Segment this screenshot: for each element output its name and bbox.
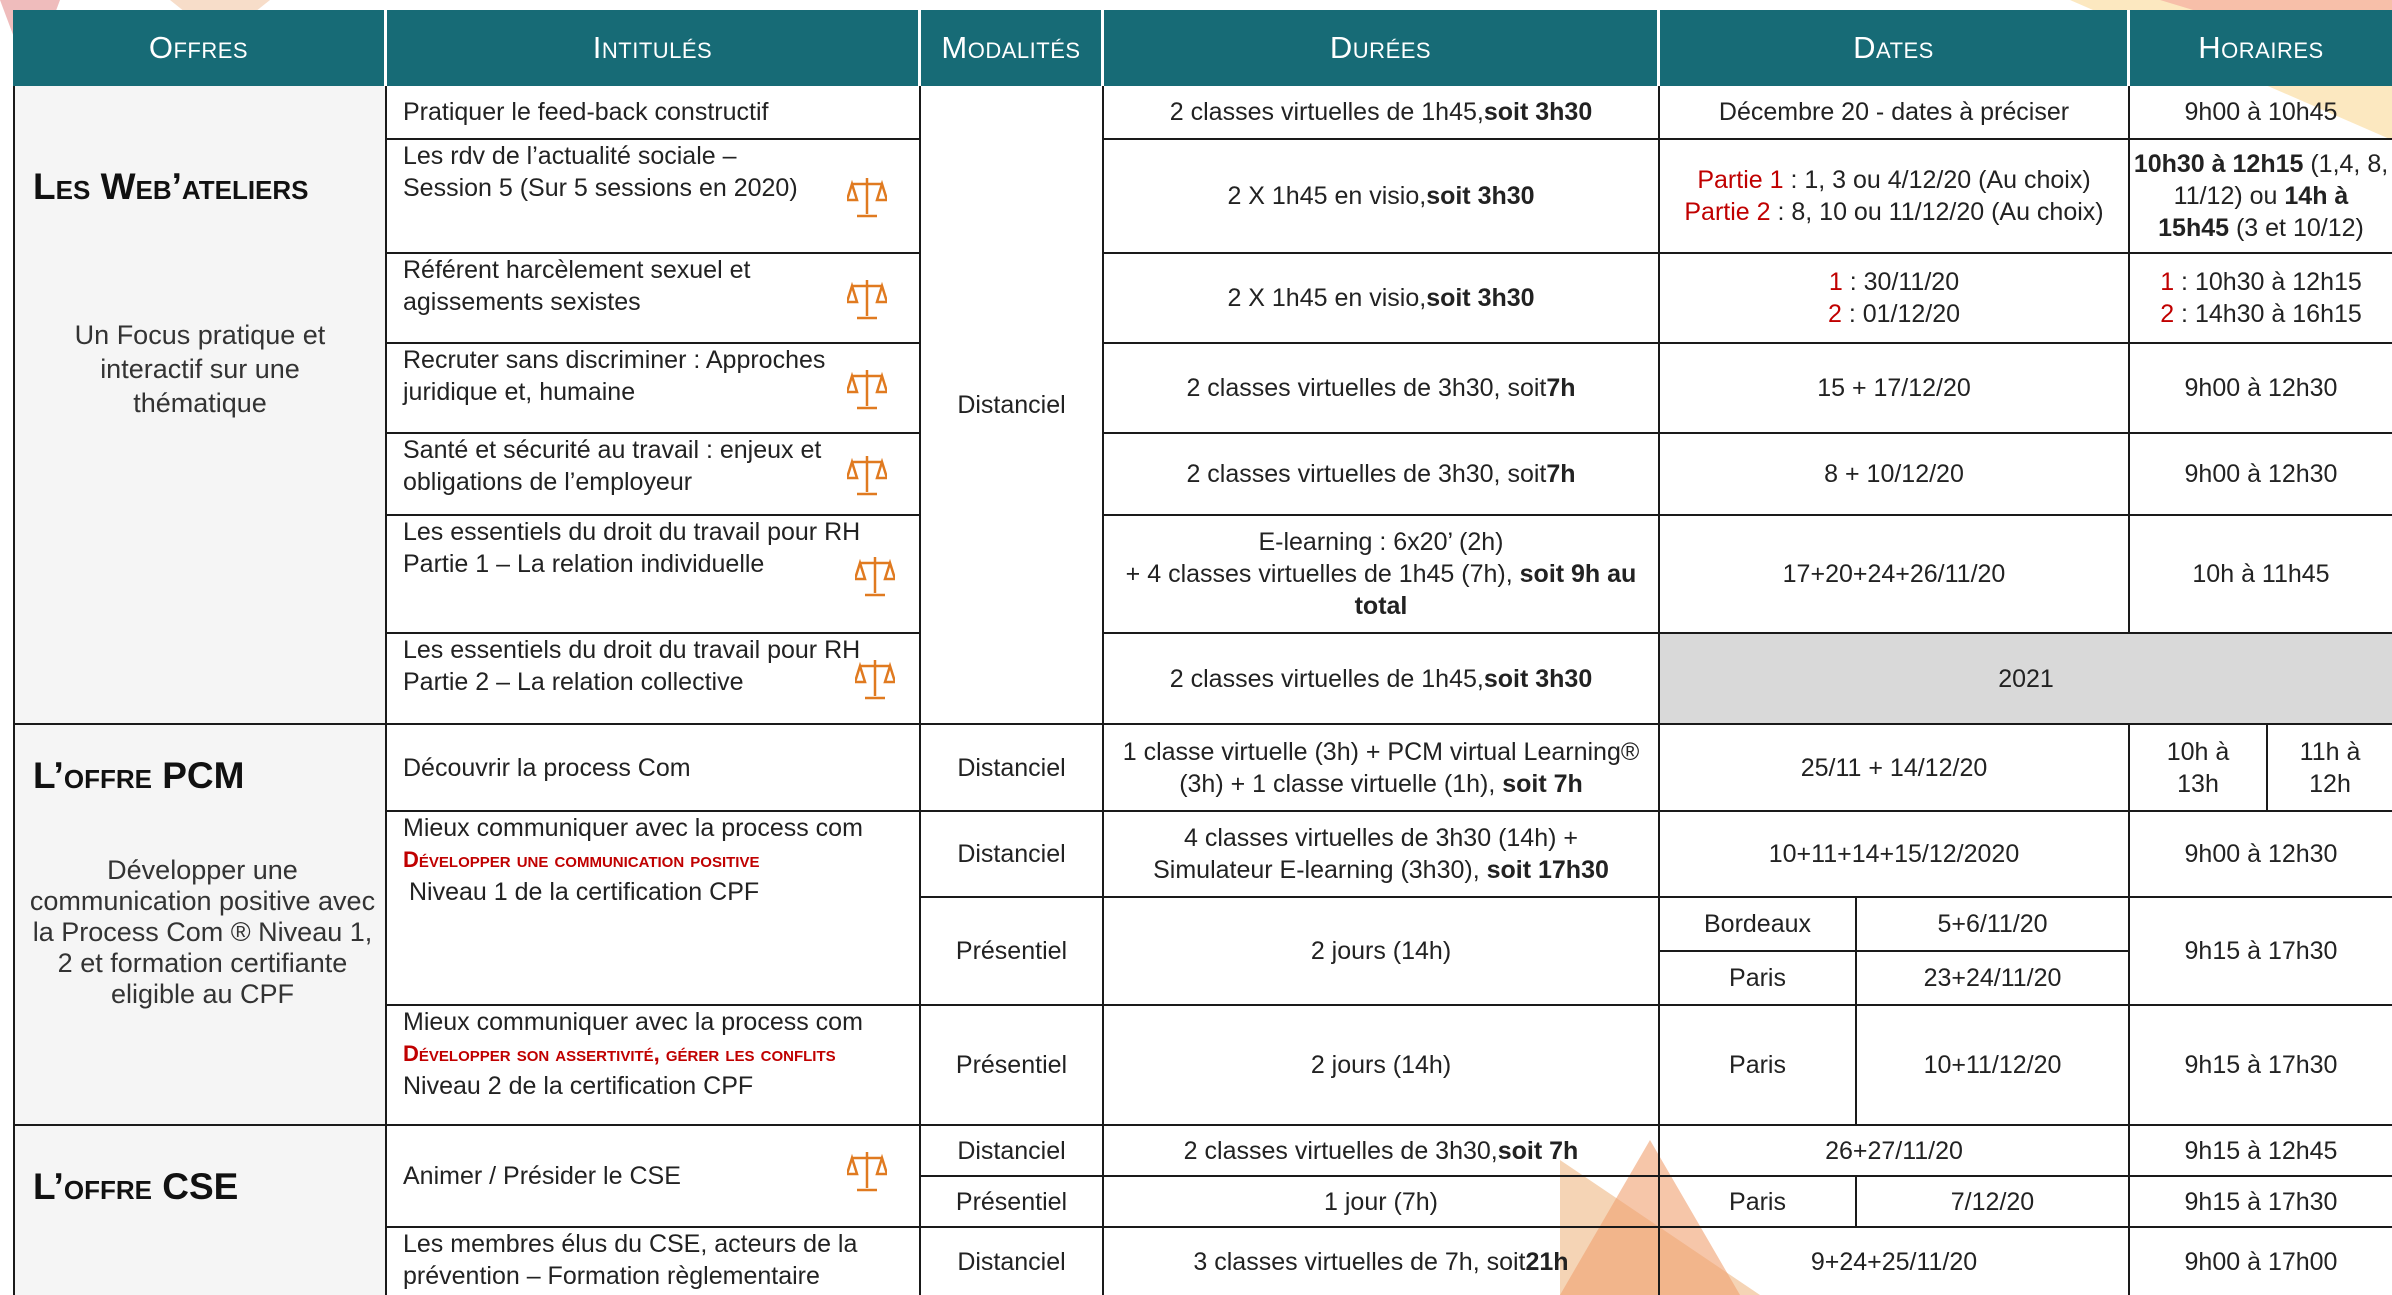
duree-r12: 3 classes virtuelles de 7h, soit 21h bbox=[1104, 1228, 1660, 1295]
section-title-pcm: L’offre PCM bbox=[33, 755, 245, 796]
horaire-r2: 10h30 à 12h15 (1,4, 8, 11/12) ou 14h à 15h45 (3 et 10/12) bbox=[2130, 140, 2392, 254]
duree-r5: 2 classes virtuelles de 3h30, soit 7h bbox=[1104, 434, 1660, 516]
modalite-r8: Distanciel bbox=[921, 725, 1104, 812]
intitule-recruter: Recruter sans discriminer : Approches juridique et, humaine bbox=[387, 344, 921, 434]
modalite-r9-b: Présentiel bbox=[921, 898, 1104, 1006]
duree-r1: 2 classes virtuelles de 1h45, soit 3h30 bbox=[1104, 86, 1660, 140]
section-pcm bbox=[13, 725, 387, 1126]
horaire-r11-a: 9h15 à 12h45 bbox=[2130, 1126, 2392, 1177]
intitule-pcm-niveau1: Mieux communiquer avec la process com Développer une communication positive Niveau 1 de la certification CPF bbox=[387, 812, 921, 1006]
header-horaires: Horaires bbox=[2130, 10, 2392, 86]
header-modalites: Modalités bbox=[921, 10, 1104, 86]
horaire-r3: 1 : 10h30 à 12h15 2 : 14h30 à 16h15 bbox=[2130, 254, 2392, 344]
section-title-web: Les Web’ateliers bbox=[33, 166, 309, 207]
date-r7: 2021 bbox=[1660, 634, 2392, 725]
section-title-cse: L’offre CSE bbox=[33, 1166, 239, 1207]
date-r12: 9+24+25/11/20 bbox=[1660, 1228, 2130, 1295]
scales-icon bbox=[855, 553, 895, 599]
scales-icon bbox=[847, 1148, 887, 1194]
modalite-r12: Distanciel bbox=[921, 1228, 1104, 1295]
ville-bordeaux: Bordeaux bbox=[1660, 898, 1857, 952]
scales-icon bbox=[855, 656, 895, 702]
horaire-r9-b: 9h15 à 17h30 bbox=[2130, 898, 2392, 1006]
modalite-r11-a: Distanciel bbox=[921, 1126, 1104, 1177]
scales-icon bbox=[847, 366, 887, 412]
header-dates: Dates bbox=[1660, 10, 2130, 86]
section-subtitle-pcm: Développer une communication positive avec la Process Com ® Niveau 1, 2 et formation certifiante eligible au CPF bbox=[29, 855, 376, 1009]
intitule-sante-securite: Santé et sécurité au travail : enjeux et obligations de l’employeur bbox=[387, 434, 921, 516]
horaire-r10: 9h15 à 17h30 bbox=[2130, 1006, 2392, 1126]
intitule-process-com: Découvrir la process Com bbox=[387, 725, 921, 812]
date-r3: 1 : 30/11/20 2 : 01/12/20 bbox=[1660, 254, 2130, 344]
intitule-droit-travail-2: Les essentiels du droit du travail pour RH Partie 2 – La relation collective bbox=[387, 634, 921, 725]
horaire-r8-a: 10h à 13h bbox=[2130, 725, 2268, 812]
intitule-actualite-sociale: Les rdv de l’actualité sociale – Session 5 (Sur 5 sessions en 2020) bbox=[387, 140, 921, 254]
date-r9-paris: 23+24/11/20 bbox=[1857, 952, 2130, 1006]
scales-icon bbox=[847, 174, 887, 220]
date-r11-b: 7/12/20 bbox=[1857, 1177, 2130, 1228]
date-r10: 10+11/12/20 bbox=[1857, 1006, 2130, 1126]
section-cse bbox=[13, 1126, 387, 1295]
duree-r2: 2 X 1h45 en visio, soit 3h30 bbox=[1104, 140, 1660, 254]
date-r9-bordeaux: 5+6/11/20 bbox=[1857, 898, 2130, 952]
duree-r11-a: 2 classes virtuelles de 3h30, soit 7h bbox=[1104, 1126, 1660, 1177]
scales-icon bbox=[847, 276, 887, 322]
horaire-r9-a: 9h00 à 12h30 bbox=[2130, 812, 2392, 898]
duree-r8: 1 classe virtuelle (3h) + PCM virtual Learning® (3h) + 1 classe virtuelle (1h), soit 7h bbox=[1104, 725, 1660, 812]
intitule-membres-elus: Les membres élus du CSE, acteurs de la prévention – Formation règlementaire bbox=[387, 1228, 921, 1295]
date-r8: 25/11 + 14/12/20 bbox=[1660, 725, 2130, 812]
horaire-r1: 9h00 à 10h45 bbox=[2130, 86, 2392, 140]
modalite-r11-b: Présentiel bbox=[921, 1177, 1104, 1228]
modalite-r9-a: Distanciel bbox=[921, 812, 1104, 898]
duree-r9-a: 4 classes virtuelles de 3h30 (14h) + Simulateur E-learning (3h30), soit 17h30 bbox=[1104, 812, 1660, 898]
duree-r10: 2 jours (14h) bbox=[1104, 1006, 1660, 1126]
ville-paris: Paris bbox=[1660, 952, 1857, 1006]
duree-r11-b: 1 jour (7h) bbox=[1104, 1177, 1660, 1228]
training-schedule-table bbox=[13, 10, 2392, 1295]
intitule-feedback: Pratiquer le feed-back constructif bbox=[387, 86, 921, 140]
date-r9-a: 10+11+14+15/12/2020 bbox=[1660, 812, 2130, 898]
date-r1: Décembre 20 - dates à préciser bbox=[1660, 86, 2130, 140]
modalite-r10: Présentiel bbox=[921, 1006, 1104, 1126]
header-offres: Offres bbox=[13, 10, 387, 86]
intitule-animer-cse: Animer / Présider le CSE bbox=[387, 1126, 921, 1228]
date-r11-a: 26+27/11/20 bbox=[1660, 1126, 2130, 1177]
intitule-harcelement: Référent harcèlement sexuel et agissements sexistes bbox=[387, 254, 921, 344]
section-web-ateliers bbox=[13, 86, 387, 725]
date-r4: 15 + 17/12/20 bbox=[1660, 344, 2130, 434]
horaire-r6: 10h à 11h45 bbox=[2130, 516, 2392, 634]
horaire-r4: 9h00 à 12h30 bbox=[2130, 344, 2392, 434]
duree-r6: E-learning : 6x20’ (2h) + 4 classes virtuelles de 1h45 (7h), soit 9h au total bbox=[1104, 516, 1660, 634]
horaire-r11-b: 9h15 à 17h30 bbox=[2130, 1177, 2392, 1228]
ville-r10: Paris bbox=[1660, 1006, 1857, 1126]
header-durees: Durées bbox=[1104, 10, 1660, 86]
date-r2: Partie 1 : 1, 3 ou 4/12/20 (Au choix) Partie 2 : 8, 10 ou 11/12/20 (Au choix) bbox=[1660, 140, 2130, 254]
horaire-r5: 9h00 à 12h30 bbox=[2130, 434, 2392, 516]
intitule-pcm-niveau2: Mieux communiquer avec la process com Développer son assertivité, gérer les conflits Niveau 2 de la certification CPF bbox=[387, 1006, 921, 1126]
horaire-r8-b: 11h à 12h bbox=[2268, 725, 2392, 812]
scales-icon bbox=[847, 452, 887, 498]
horaire-r12: 9h00 à 17h00 bbox=[2184, 1247, 2338, 1276]
duree-r9-b: 2 jours (14h) bbox=[1104, 898, 1660, 1006]
duree-r4: 2 classes virtuelles de 3h30, soit 7h bbox=[1104, 344, 1660, 434]
duree-r3: 2 X 1h45 en visio, soit 3h30 bbox=[1104, 254, 1660, 344]
duree-r7: 2 classes virtuelles de 1h45, soit 3h30 bbox=[1104, 634, 1660, 725]
modalite-web: Distanciel bbox=[921, 86, 1104, 725]
intitule-droit-travail-1: Les essentiels du droit du travail pour RH Partie 1 – La relation individuelle bbox=[387, 516, 921, 634]
date-r6: 17+20+24+26/11/20 bbox=[1660, 516, 2130, 634]
date-r5: 8 + 10/12/20 bbox=[1660, 434, 2130, 516]
header-intitules: Intitulés bbox=[387, 10, 921, 86]
ville-r11: Paris bbox=[1660, 1177, 1857, 1228]
section-subtitle-web: Un Focus pratique et interactif sur une thématique bbox=[74, 320, 326, 418]
